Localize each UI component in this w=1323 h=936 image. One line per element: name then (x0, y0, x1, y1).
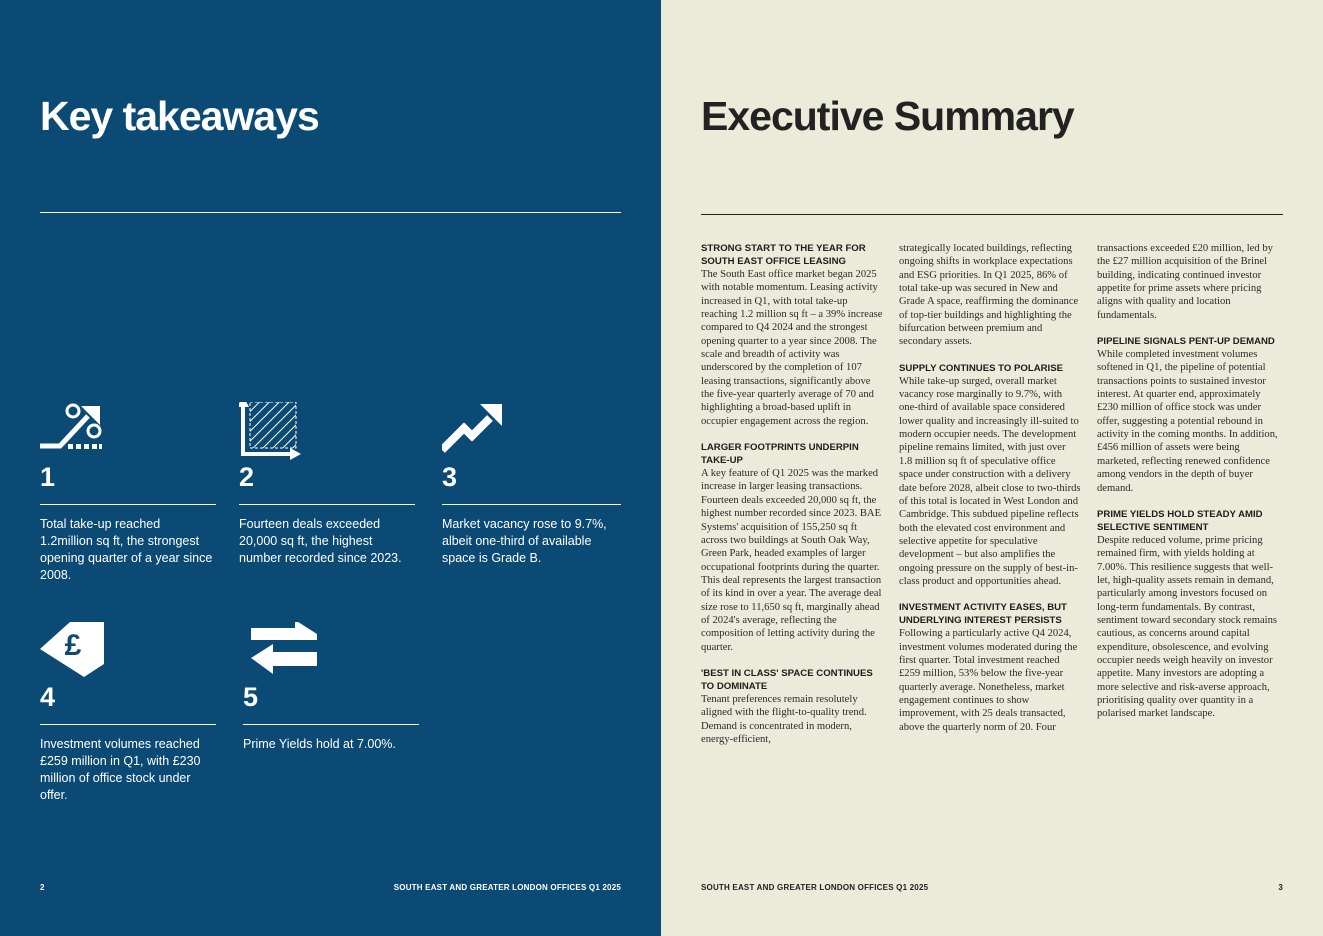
floor-area-icon (239, 402, 305, 464)
key-takeaways-page (0, 0, 661, 936)
takeaway-text: Total take-up reached 1.2million sq ft, the strongest opening quarter of a year since 2008. (40, 517, 213, 582)
takeaway-number: 1 (40, 462, 56, 492)
footer-text: SOUTH EAST AND GREATER LONDON OFFICES Q1 2025 (393, 883, 621, 892)
section-heading: PIPELINE SIGNALS PENT-UP DEMAND (1097, 336, 1275, 348)
section-body: While take-up surged, overall market vacancy rose marginally to 9.7%, with one-third of available space considered lower quality and increasingly ill-suited to modern occupier needs. The development pipeline remains limited, with just over 1.8 million sq ft of speculative office space under construction with a delivery date before 2028, albeit close to two-thirds of this total is located in West London and Cambridge. This subdued pipeline reflects both the elevated cost environment and selective appetite for speculative development – but also amplifies the ongoing pressure on the supply of best-in-class product and opportunities ahead. (899, 375, 1081, 587)
section-body: Following a particularly active Q4 2024, investment volumes moderated during the first quarter. Total investment reached £259 million, 53% below the five-year quarterly average. Nonetheless, market engagement continues to show improvement, with 25 deals transacted, above the quarterly norm of 20. Four (899, 628, 1078, 733)
svg-text:£: £ (64, 629, 82, 662)
takeaway-number: 5 (243, 682, 259, 712)
rising-arrow-icon (442, 402, 508, 464)
takeaway-text: Investment volumes reached £259 million in Q1, with £230 million of office stock under offer. (40, 737, 201, 802)
executive-summary-page (661, 0, 1323, 936)
takeaway-text: Fourteen deals exceeded 20,000 sq ft, the highest number recorded since 2023. (239, 517, 402, 565)
takeaway-number: 2 (239, 462, 255, 492)
page-title: Key takeaways (40, 93, 319, 139)
section-body: strategically located buildings, reflecting ongoing shifts in workplace expectations and ESG priorities. In Q1 2025, 86% of total take-up was secured in New and Grade A space, reaffirming the dominance of top-tier buildings and highlighting the bifurcation between premium and secondary assets. (899, 243, 1079, 348)
page-number: 3 (1278, 883, 1283, 892)
takeaway-divider (239, 504, 415, 505)
section-heading: LARGER FOOTPRINTS UNDERPIN TAKE-UP (701, 442, 859, 467)
section-body: While completed investment volumes softened in Q1, the pipeline of potential transactions points to sustained investor interest. At quarter end, approximately £230 million of office stock was under offer, suggesting a potential rebound in activity in the coming months. In addition, £456 million of assets were being marketed, reflecting renewed confidence among vendors in the depth of buyer demand. (1097, 349, 1278, 494)
percent-growth-icon (40, 402, 106, 464)
text-column-2 (899, 242, 1081, 734)
section-body: A key feature of Q1 2025 was the marked increase in larger leasing transactions. Fourteen deals exceeded 20,000 sq ft, the highest number recorded since 2023. BAE Systems' acquisition of 155,250 sq ft across two buildings at South Oak Way, Green Park, headed examples of larger occupational footprints during the quarter. This deal represents the largest transaction of its kind in over a year. The average deal size rose to 11,650 sq ft, marginally ahead of 2024's average, reflecting the composition of letting activity during the quarter. (701, 468, 882, 653)
takeaway-divider (40, 504, 216, 505)
section-heading: STRONG START TO THE YEAR FOR SOUTH EAST OFFICE LEASING (701, 243, 866, 267)
section-body: Despite reduced volume, prime pricing remained firm, with yields holding at 7.00%. This resilience suggests that well-let, high-quality assets remain in demand, particularly among investors focused on long-term fundamentals. By contrast, sentiment toward secondary stock remains cautious, as concerns around capital expenditure, obsolescence, and evolving occupier needs weigh heavily on investor appetite. Many investors are adopting a more selective and risk-averse approach, prioritising quality over quantity in a polarised market landscape. (1097, 534, 1278, 720)
page-title: Executive Summary (701, 93, 1074, 139)
section-body: transactions exceeded £20 million, led by the £27 million acquisition of the Brinel building, indicating continued investor appetite for prime assets where pricing aligns with quality and location fundamentals. (1097, 243, 1273, 321)
text-column-1 (701, 242, 883, 746)
takeaway-divider (243, 724, 419, 725)
title-divider (40, 212, 621, 213)
takeaway-number: 3 (442, 462, 458, 492)
section-heading: SUPPLY CONTINUES TO POLARISE (899, 362, 1064, 374)
section-heading: 'BEST IN CLASS' SPACE CONTINUES TO DOMINATE (701, 667, 873, 692)
pound-tag-icon (40, 622, 106, 684)
exchange-arrows-icon (243, 622, 325, 684)
text-column-3 (1097, 242, 1279, 721)
section-heading: INVESTMENT ACTIVITY EASES, BUT UNDERLYING INTEREST PERSISTS (899, 602, 1067, 627)
takeaway-divider (442, 504, 621, 505)
footer-text: SOUTH EAST AND GREATER LONDON OFFICES Q1 2025 (701, 883, 929, 892)
title-divider (701, 214, 1283, 215)
section-heading: PRIME YIELDS HOLD STEADY AMID SELECTIVE SENTIMENT (1097, 508, 1263, 533)
section-body: Tenant preferences remain resolutely aligned with the flight-to-quality trend. Demand is concentrated in modern, energy-efficient, (701, 693, 867, 745)
section-body: The South East office market began 2025 with notable momentum. Leasing activity increased in Q1, with total take-up reaching 1.2 million sq ft – a 39% increase compared to Q4 2024 and the strongest opening quarter to a year since 2008. The scale and breadth of activity was underscored by the completion of 107 leasing transactions, significantly above the five-year quarterly average of 70 and highlighting a broad-based uplift in occupier engagement across the region. (701, 269, 883, 427)
takeaway-number: 4 (40, 682, 56, 712)
page-number: 2 (40, 883, 45, 892)
takeaway-text: Market vacancy rose to 9.7%, albeit one-third of available space is Grade B. (442, 517, 607, 565)
takeaway-text: Prime Yields hold at 7.00%. (243, 737, 396, 751)
takeaway-divider (40, 724, 216, 725)
